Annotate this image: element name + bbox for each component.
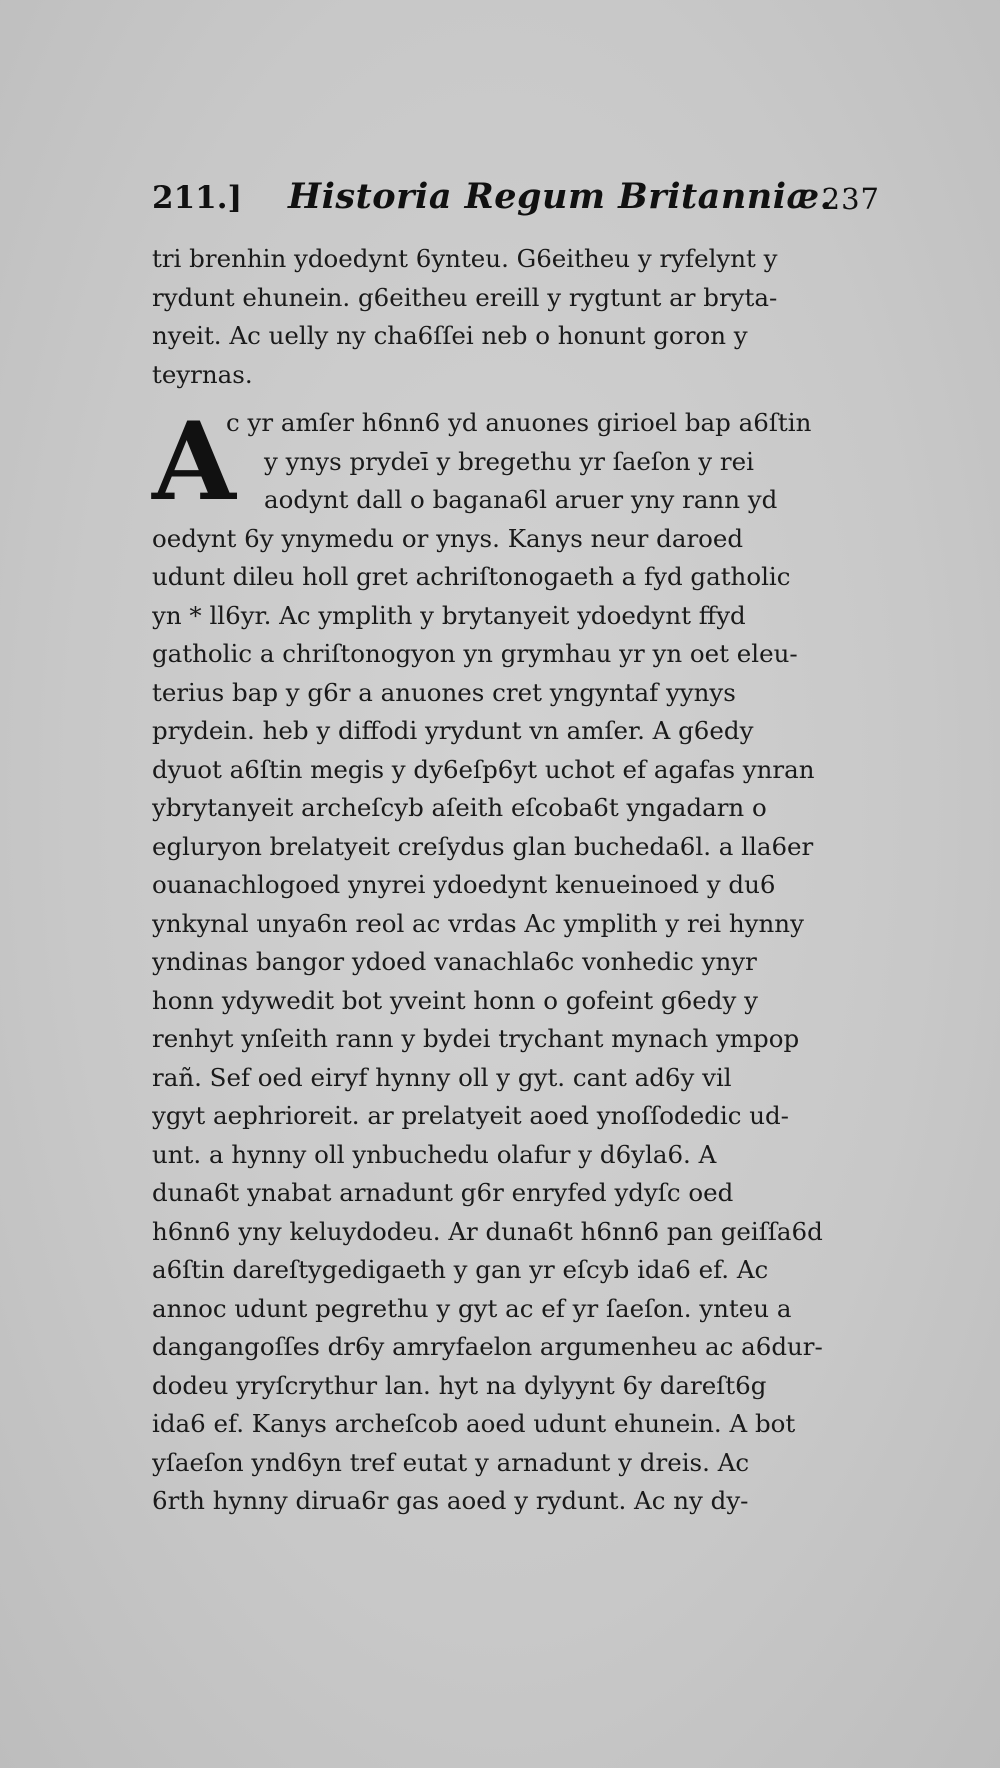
text-line: yndinas bangor ydoed vanachla6c vonhedic ynyr [152, 947, 757, 976]
text-line: nyeit. Ac uelly ny cha6ſſei neb o honunt goron y [152, 321, 748, 350]
text-line: honn ydywedit bot yveint honn o gofeint g6edy y [152, 985, 758, 1015]
text-line: h6nn6 yny keluydodeu. Ar duna6t h6nn6 pan geiſſa6d [152, 1216, 823, 1246]
text-line: ouanachlogoed ynyrei ydoedynt kenueinoed y du6 [152, 870, 776, 899]
page-number: 237 [821, 182, 880, 216]
text-line: udunt dileu holl gret achriſtonogaeth a fyd gatholic [152, 562, 791, 591]
text-line: dodeu yryſcrythur lan. hyt na dylyynt 6y dareſt6g [152, 1370, 767, 1400]
text-line: teyrnas. [152, 359, 253, 389]
text-line: egluryon brelatyeit creſydus glan bucheda6l. a lla6er [152, 831, 814, 861]
text-line: duna6t ynabat arnadunt g6r enryfed ydyſc oed [152, 1178, 734, 1207]
paragraph-2 [152, 399, 882, 1521]
drop-cap-initial: A [152, 399, 236, 525]
page-title: Historia Regum Britanniæ. [288, 176, 833, 217]
running-head [152, 176, 880, 226]
text-line: terius bap y g6r a anuones cret yngyntaf yynys [152, 677, 736, 707]
text-line: unt. a hynny oll ynbuchedu olafur y d6yla6. A [152, 1139, 717, 1169]
text-line: rydunt ehunein. g6eitheu ereill y rygtunt ar brytа- [152, 282, 778, 312]
text-line: tri brenhin ydoedynt 6ynteu. G6eitheu y ryfelynt y [152, 244, 778, 273]
text-line: annoc udunt pegrethu y gyt ac ef yr ſaeſon. ynteu a [152, 1293, 792, 1323]
text-line: oedynt 6y ynymedu or ynys. Kanys neur daroed [152, 523, 744, 553]
section-marker: 211.] [152, 180, 243, 216]
text-line: a6ſtin dareſtygedigaeth y gan yr eſcyb ida6 ef. Ac [152, 1255, 769, 1284]
text-line: ygyt aephrioreit. ar prelatyeit aoed ynoſſodedic ud- [152, 1101, 789, 1130]
text-line: 6rth hynny dirua6r gas aoed y rydunt. Ac ny dy- [152, 1486, 749, 1515]
text-line: renhyt ynſeith rann y bydei trychant mynach ympop [152, 1024, 800, 1053]
text-line: ida6 ef. Kanys archeſcob aoed udunt ehunein. A bot [152, 1409, 796, 1438]
body-text [152, 240, 882, 1521]
text-line: dangangoſſes dr6y amryfaelon argumenheu ac a6dur- [152, 1332, 823, 1361]
text-line: ynkynal unya6n reol ac vrdas Ac ymplith y rei hynny [152, 908, 804, 938]
text-line: ybrytanyeit archeſcyb aſeith eſcoba6t yngadarn o [152, 793, 767, 822]
text-line: yn * ll6yr. Ac ymplith y brytanyeit ydoedynt ffyd [152, 600, 746, 630]
text-line: rañ. Sef oed eiryf hynny oll y gyt. cant ad6y vil [152, 1062, 732, 1092]
text-line: y ynys prydeī y bregethu yr ſaeſon y rei [264, 446, 754, 476]
text-line: yſaeſon ynd6yn tref eutat y arnadunt y dreis. Ac [152, 1447, 750, 1477]
paragraph-gap [152, 394, 882, 404]
text-line: dyuot a6ſtin megis y dy6eſp6yt uchot ef agafas ynran [152, 754, 815, 784]
text-line: gatholic a chriſtonogyon yn grymhau yr yn oet eleu- [152, 639, 798, 668]
text-line: aodynt dall o baganа6l aruer yny rann yd [264, 485, 778, 514]
text-line: c yr amſer h6nn6 yd anuones girioel bap a6ſtin [226, 408, 812, 437]
text-line: prydein. heb y diffodi yrydunt vn amſer. A g6edy [152, 716, 754, 745]
